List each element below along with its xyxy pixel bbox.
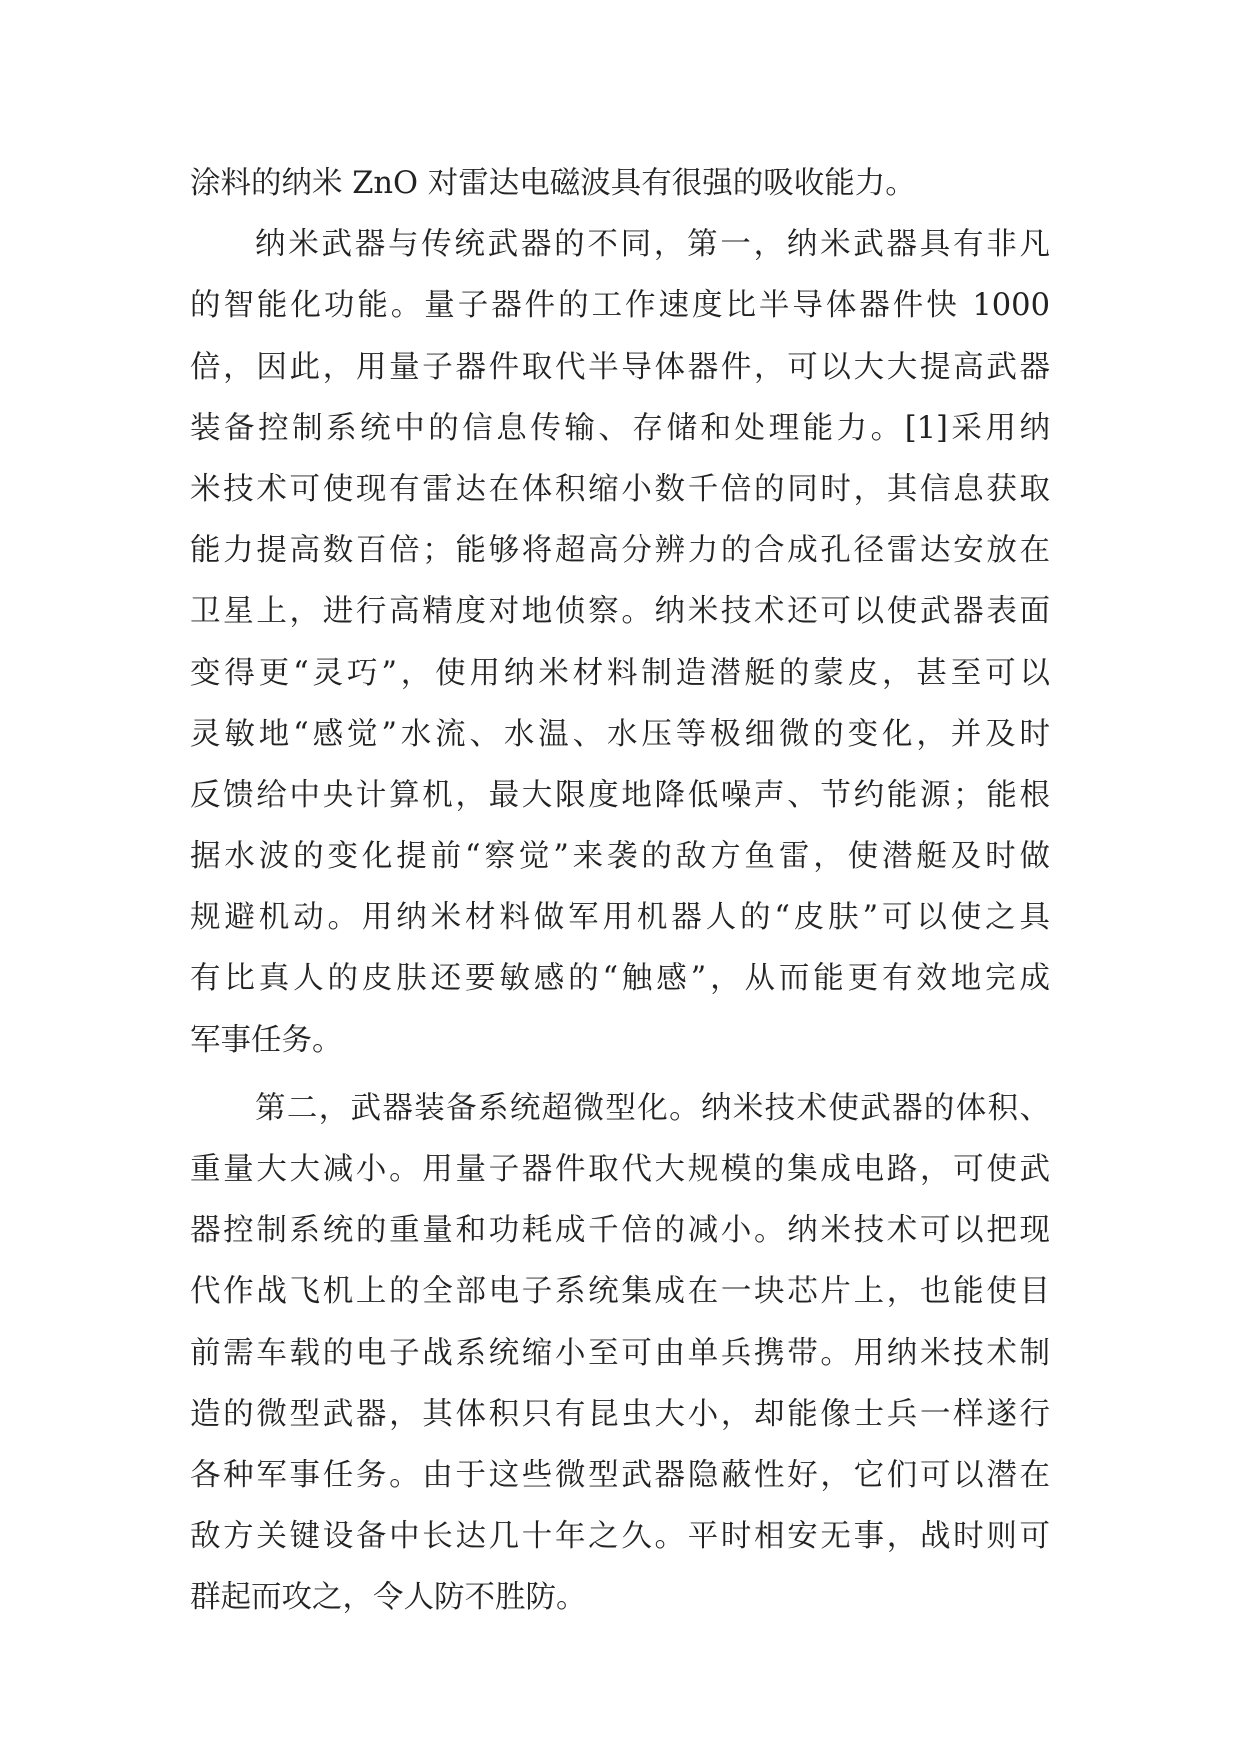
text-line: 的智能化功能。量子器件的工作速度比半导体器件快 1000 (190, 288, 1050, 324)
text-line: 第二，武器装备系统超微型化。纳米技术使武器的体积、 (255, 1090, 1050, 1126)
text-line: 各种军事任务。由于这些微型武器隐蔽性好，它们可以潜在 (190, 1457, 1050, 1493)
text-line: 纳米武器与传统武器的不同，第一，纳米武器具有非凡 (255, 227, 1050, 263)
text-line: 造的微型武器，其体积只有昆虫大小，却能像士兵一样遂行 (190, 1396, 1050, 1432)
text-line: 据水波的变化提前“察觉”来袭的敌方鱼雷，使潜艇及时做 (190, 839, 1050, 875)
text-line: 重量大大减小。用量子器件取代大规模的集成电路，可使武 (190, 1152, 1050, 1187)
text-line: 群起而攻之，令人防不胜防。 (190, 1580, 587, 1616)
paragraph (190, 214, 1050, 1071)
text-line: 灵敏地“感觉”水流、水温、水压等极细微的变化，并及时 (190, 716, 1050, 752)
text-line: 有比真人的皮肤还要敏感的“触感”，从而能更有效地完成 (190, 961, 1050, 997)
text-line: 代作战飞机上的全部电子系统集成在一块芯片上，也能使目 (190, 1274, 1050, 1310)
text-line: 规避机动。用纳米材料做军用机器人的“皮肤”可以使之具 (190, 900, 1050, 936)
paragraph-gap (190, 1071, 1050, 1078)
text-line: 装备控制系统中的信息传输、存储和处理能力。[1]采用纳 (190, 410, 1050, 446)
paragraph (190, 153, 1050, 214)
paragraph (190, 1078, 1050, 1629)
text-line: 器控制系统的重量和功耗成千倍的减小。纳米技术可以把现 (190, 1213, 1050, 1249)
text-line: 涂料的纳米 ZnO 对雷达电磁波具有很强的吸收能力。 (190, 166, 916, 201)
text-line: 军事任务。 (190, 1022, 343, 1058)
text-line: 米技术可使现有雷达在体积缩小数千倍的同时，其信息获取 (190, 471, 1050, 507)
text-line: 能力提高数百倍；能够将超高分辨力的合成孔径雷达安放在 (190, 533, 1050, 569)
text-line: 反馈给中央计算机，最大限度地降低噪声、节约能源；能根 (190, 777, 1050, 813)
text-line: 倍，因此，用量子器件取代半导体器件，可以大大提高武器 (190, 349, 1050, 385)
text-line: 卫星上，进行高精度对地侦察。纳米技术还可以使武器表面 (190, 594, 1050, 630)
body-text (190, 153, 1050, 1629)
text-line: 前需车载的电子战系统缩小至可由单兵携带。用纳米技术制 (190, 1335, 1050, 1371)
text-line: 敌方关键设备中长达几十年之久。平时相安无事，战时则可 (190, 1519, 1050, 1555)
text-line: 变得更“灵巧”，使用纳米材料制造潜艇的蒙皮，甚至可以 (190, 655, 1050, 691)
